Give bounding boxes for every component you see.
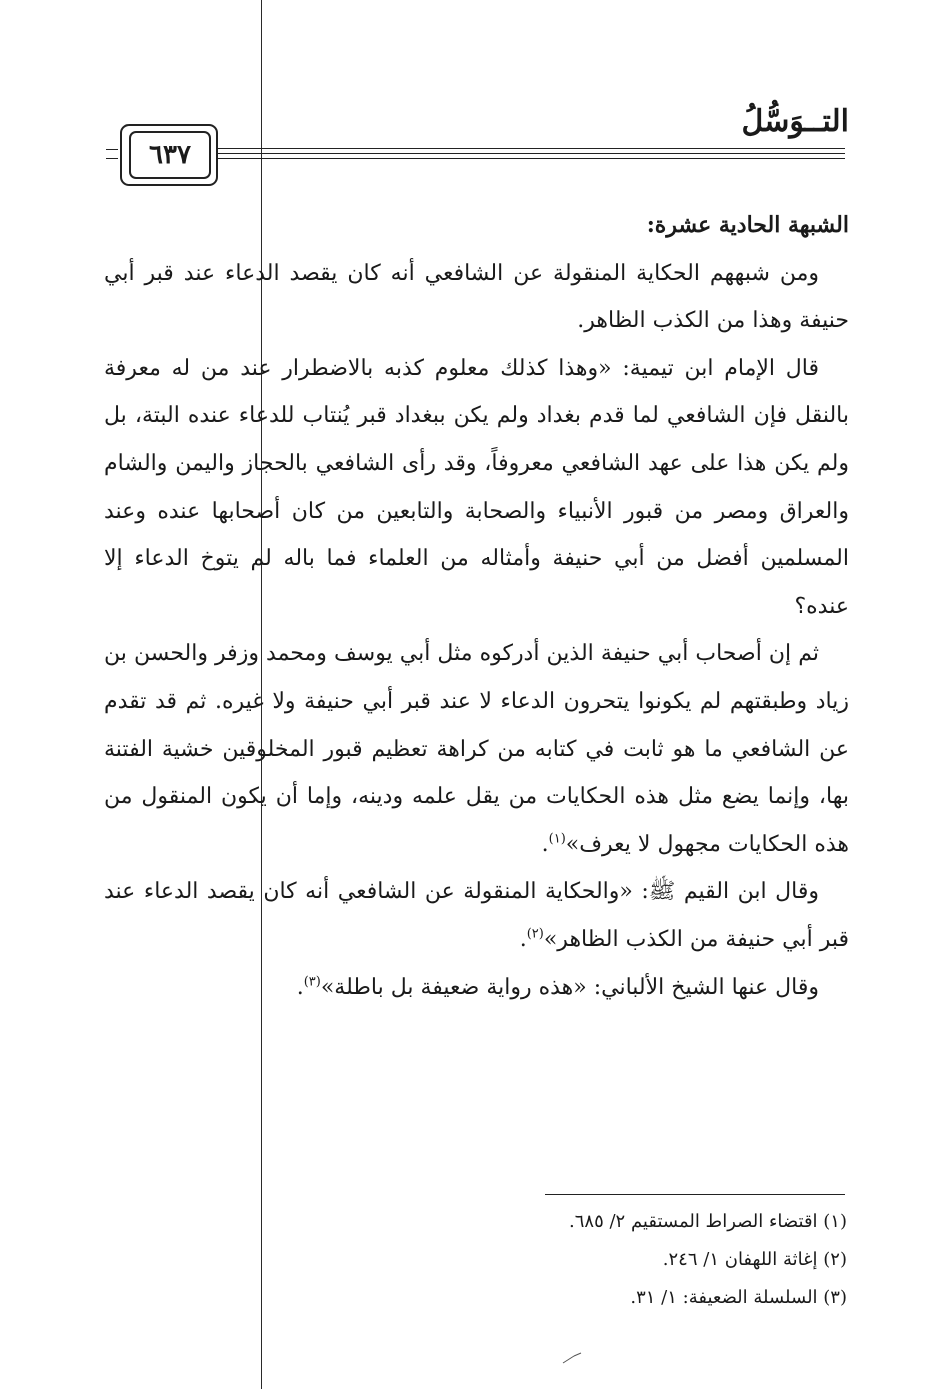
paragraph: ومن شبههم الحكاية المنقولة عن الشافعي أنه كان يقصد الدعاء عند قبر أبي حنيفة وهذا من الكذب الظاهر. xyxy=(104,260,849,334)
paragraph xyxy=(104,964,849,1012)
running-title: التــوَسُّلُ xyxy=(741,104,849,139)
footnote-ref: (٢) xyxy=(526,926,544,942)
footnote-ref: (٣) xyxy=(303,974,321,990)
punctuation: . xyxy=(541,831,549,857)
footnotes xyxy=(447,1203,847,1317)
footnote-ref: (١) xyxy=(548,831,566,847)
main-text xyxy=(104,202,849,1011)
footnote: (١) اقتضاء الصراط المستقيم ٢/ ٦٨٥. xyxy=(569,1211,847,1232)
paragraph xyxy=(104,868,849,963)
header-rule xyxy=(217,158,845,159)
paragraph: قال الإمام ابن تيمية: «وهذا كذلك معلوم كذبه بالاضطرار عند من له معرفة بالنقل فإن الشافعي لما قدم بغداد ولم يكن ببغداد قبر يُنتاب للدعاء عنده البتة، بل ولم يكن هذا على عهد الشافعي معروفاً، وقد رأى الشافعي بالحجاز واليمن والشام والعراق ومصر من قبور الأنبياء والصحابة والتابعين من كان أصحابها عنده وعند المسلمين أفضل من أبي حنيفة وأمثاله من العلماء فما باله لم يتوخ الدعاء إلا عنده؟ xyxy=(104,355,849,619)
pen-mark xyxy=(562,1352,582,1364)
header-rule-end xyxy=(106,149,118,159)
footnote-rule xyxy=(545,1194,845,1195)
punctuation: . xyxy=(519,926,527,952)
footnote: (٣) السلسلة الضعيفة: ١/ ٣١. xyxy=(630,1287,847,1308)
page-number: ٦٣٧ xyxy=(129,131,211,179)
paragraph xyxy=(104,630,849,868)
punctuation: . xyxy=(296,974,304,1000)
paragraph-text: وقال عنها الشيخ الألباني: «هذه رواية ضعيفة بل باطلة» xyxy=(320,974,819,1000)
header-rule xyxy=(217,148,845,149)
paragraph-text: وقال ابن القيم ﷺ: «والحكاية المنقولة عن الشافعي أنه كان يقصد الدعاء عند قبر أبي حنيفة من الكذب الظاهر» xyxy=(104,879,849,952)
header-rule xyxy=(217,153,845,154)
section-heading: الشبهة الحادية عشرة: xyxy=(646,212,849,238)
paragraph-text: ثم إن أصحاب أبي حنيفة الذين أدركوه مثل أبي يوسف ومحمد وزفر والحسن بن زياد وطبقتهم لم يكونوا يتحرون الدعاء لا عند قبر أبي حنيفة ولا غيره. ثم قد تقدم عن الشافعي ما هو ثابت في كتابه من كراهة تعظيم قبور المخلوقين خشية الفتنة بها، وإنما يضع مثل هذه الحكايات من يقل علمه ودينه، وإما أن يكون المنقول من هذه الحكايات مجهول لا يعرف» xyxy=(104,641,849,857)
footnote: (٢) إغاثة اللهفان ١/ ٢٤٦. xyxy=(662,1249,847,1270)
